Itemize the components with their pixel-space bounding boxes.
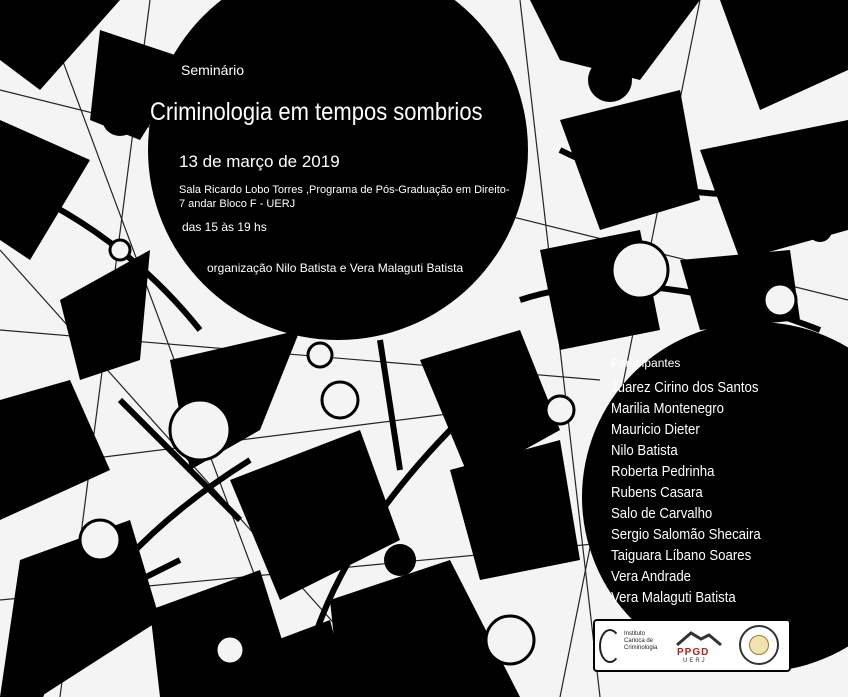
- participant-name: Marilia Montenegro: [611, 400, 724, 417]
- event-kicker: Seminário: [181, 62, 245, 78]
- event-date: 13 de março de 2019: [179, 152, 340, 171]
- ppgd-name: PPGD: [677, 647, 710, 658]
- event-hours: das 15 às 19 hs: [182, 220, 267, 234]
- participant-name: Vera Andrade: [611, 568, 692, 585]
- participant-name: Sergio Salomão Shecaira: [611, 526, 761, 543]
- uerj-seal-icon: [739, 625, 779, 665]
- sponsor-logos: [593, 619, 791, 672]
- ppgd-logo: [671, 625, 729, 667]
- participant-name: Rubens Casara: [611, 484, 703, 501]
- participant-name: Taiguara Líbano Soares: [611, 547, 752, 564]
- seal-emblem-icon: [749, 635, 769, 655]
- ppgd-subtitle: UERJ: [683, 658, 707, 664]
- participant-name: Mauricio Dieter: [611, 421, 700, 438]
- ppgd-roof-icon: [675, 629, 723, 647]
- event-organization: organização Nilo Batista e Vera Malaguti Batista: [207, 261, 464, 275]
- event-title: Criminologia em tempos sombrios: [150, 98, 483, 126]
- instituto-carioca-logo: [599, 625, 667, 667]
- participant-name: Nilo Batista: [611, 442, 678, 459]
- participant-name: Vera Malaguti Batista: [611, 589, 736, 606]
- participant-name: Juarez Cirino dos Santos: [611, 379, 759, 396]
- ic-logo-icon: [599, 629, 621, 663]
- event-venue-line1: Sala Ricardo Lobo Torres ,Programa de Pós-Graduação em Direito-: [179, 184, 510, 196]
- participants-list: [611, 377, 781, 608]
- uerj-seal-logo: [733, 625, 783, 667]
- participant-name: Salo de Carvalho: [611, 505, 713, 522]
- participant-name: Roberta Pedrinha: [611, 463, 715, 480]
- instituto-carioca-name: Instituto Carioca de Criminologia: [624, 631, 658, 651]
- event-venue-line2: 7 andar Bloco F - UERJ: [179, 198, 296, 210]
- participants-heading: Participantes: [611, 356, 681, 370]
